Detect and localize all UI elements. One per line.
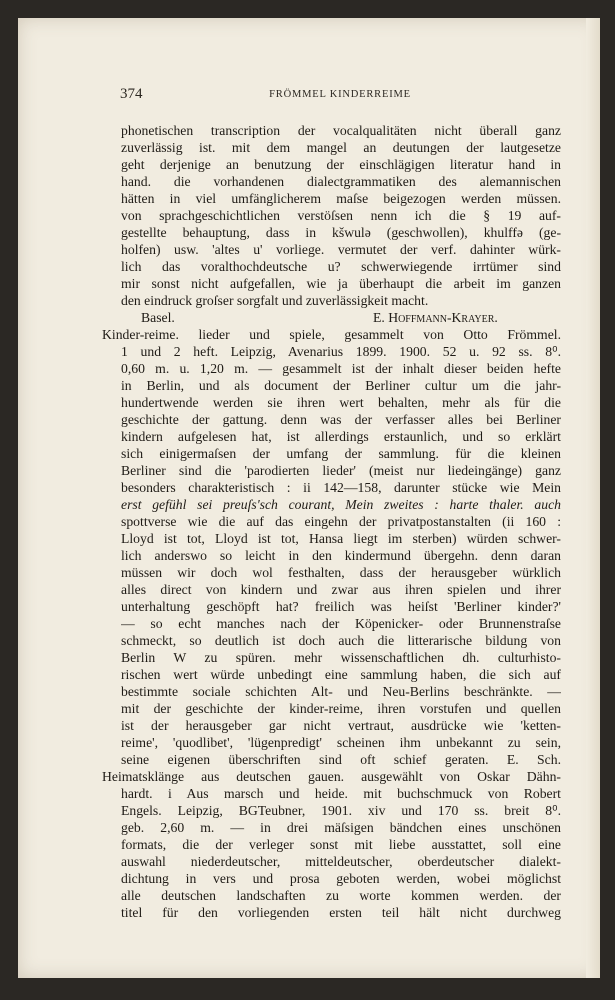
text-line: Lloyd ist tot, Lloyd ist tot, Hansa liegt im sterben) würden schwer- [121, 531, 561, 546]
text-line: von sprachgeschichtlichen verstöſsen nenn ich die § 19 auf- [121, 208, 561, 223]
text-line: 1 und 2 heft. Leipzig, Avenarius 1899. 1900. 52 u. 92 ss. 8⁰. [121, 344, 561, 359]
text-line: spottverse wie die auf das eingehn der privatpostanstalten (ii 160 : [121, 514, 561, 529]
text-line: seine eigenen überschriften sind oft schief geraten. E. Sch. [121, 752, 561, 767]
text-line: alle deutschen landschaften zu worte kommen werden. der [121, 888, 561, 903]
text-line: ist der herausgeber gar nicht vertraut, ausdrücke wie 'ketten- [121, 718, 561, 733]
book-page [18, 18, 600, 978]
text-line: lich anderswo so leicht in den kindermund übergehn. denn daran [121, 548, 561, 563]
text-line: kindern aufgelesen hat, ist allerdings erstaunlich, und so erklärt [121, 429, 561, 444]
text-line: rischen wert würde unbedingt eine sammlung haben, die sich auf [121, 667, 561, 682]
text-line: gestellte behauptung, dass in kšwulə (geschwollen), khulffə (ge- [121, 225, 561, 240]
text-line: geschichte der gattung. denn was der verfasser alles bei Berliner [121, 412, 561, 427]
text-line: Engels. Leipzig, BGTeubner, 1901. xiv und 170 ss. breit 8⁰. [121, 803, 561, 818]
text-line: titel für den vorliegenden ersten teil hält nicht durchweg [121, 905, 561, 920]
entry-heading-line: Kinder-reime. lieder und spiele, gesammelt von Otto Frömmel. [102, 327, 561, 342]
running-title: FRÖMMEL KINDERREIME [269, 89, 411, 100]
text-line: sich einigermaſsen der umfang der sammlung. für die kleinen [121, 446, 561, 461]
text-line: unterhaltung geschöpft hat? freilich was heiſst 'Berliner kinder?' [121, 599, 561, 614]
text-line: besonders charakteristisch : ii 142—158, darunter stücke wie Mein [121, 480, 561, 495]
text-line: geb. 2,60 m. — in drei mäſsigen bändchen eines unschönen [121, 820, 561, 835]
text-line: hätten in viel umfänglicherem maſse beigezogen werden müssen. [121, 191, 561, 206]
page-header [120, 86, 560, 106]
text-line: bestimmte sociale schichten Alt- und Neu-Berlins beschränkte. — [121, 684, 561, 699]
page-number: 374 [120, 86, 143, 102]
text-line: holfen) usw. 'altes u' vorliege. vermutet der verf. dahinter würk- [121, 242, 561, 257]
text-line: alles direct von kindern und zwar aus ihren spielen und ihrer [121, 582, 561, 597]
text-line: phonetischen transcription der vocalqualitäten nicht überall ganz [121, 123, 561, 138]
text-line: mit der geschichte der kinder-reime, ihren vorstufen und quellen [121, 701, 561, 716]
signature-place: Basel. [141, 310, 175, 325]
text-line: hand. die vorhandenen dialectgrammatiken des alemannischen [121, 174, 561, 189]
entry-heading-line: Heimatsklänge aus deutschen gauen. ausgewählt von Oskar Dähn- [102, 769, 561, 784]
text-line: 0,60 m. u. 1,20 m. — gesammelt ist der inhalt dieser beiden hefte [121, 361, 561, 376]
text-line: in Berlin, und als document der Berliner cultur um die jahr- [121, 378, 561, 393]
text-line: mir sonst nicht aufgefallen, wie ja überhaupt die arbeit im ganzen [121, 276, 561, 291]
text-line: schmeckt, so deutlich ist doch auch die litterarische bildung von [121, 633, 561, 648]
text-line: — so echt manches nach der Köpenicker- oder Brunnenstraſse [121, 616, 561, 631]
text-line: den eindruck groſser sorgfalt und zuverlässigkeit macht. [121, 293, 429, 308]
text-line: formats, die der verleger sonst mit liebe ausstattet, soll eine [121, 837, 561, 852]
text-line: zuverlässig ist. mit dem mangel an deutungen der lautgesetze [121, 140, 561, 155]
text-line: hundertwende werden sie ihren wert behalten, mehr als für die [121, 395, 561, 410]
text-line: lich das voralthochdeutsche u? schwerwiegende irrtümer sind [121, 259, 561, 274]
page-edge-shadow [586, 18, 600, 978]
text-line: auswahl niederdeutscher, mitteldeutscher, oberdeutscher dialekt- [121, 854, 561, 869]
text-line: müssen wir doch wol festhalten, dass der herausgeber würklich [121, 565, 561, 580]
text-line: hardt. i Aus marsch und heide. mit buchschmuck von Robert [121, 786, 561, 801]
text-line: Berliner sind die 'parodierten lieder' (meist nur liedeingänge) ganz [121, 463, 561, 478]
text-line: dichtung in vers und prosa geboten werden, wobei möglichst [121, 871, 561, 886]
text-line: geht derjenige an benutzung der einschlägigen literatur hand in [121, 157, 561, 172]
text-line: reime', 'quodlibet', 'lügenpredigt' scheinen ihm unbekannt zu sein, [121, 735, 561, 750]
text-line: Berlin W zu spüren. mehr wissenschaftlichen dh. culturhisto- [121, 650, 561, 665]
text-line: erst gefühl sei preuſs'sch courant, Mein zweites : harte thaler. auch [121, 497, 561, 512]
signature-author: E. Hoffmann-Krayer. [373, 310, 498, 325]
